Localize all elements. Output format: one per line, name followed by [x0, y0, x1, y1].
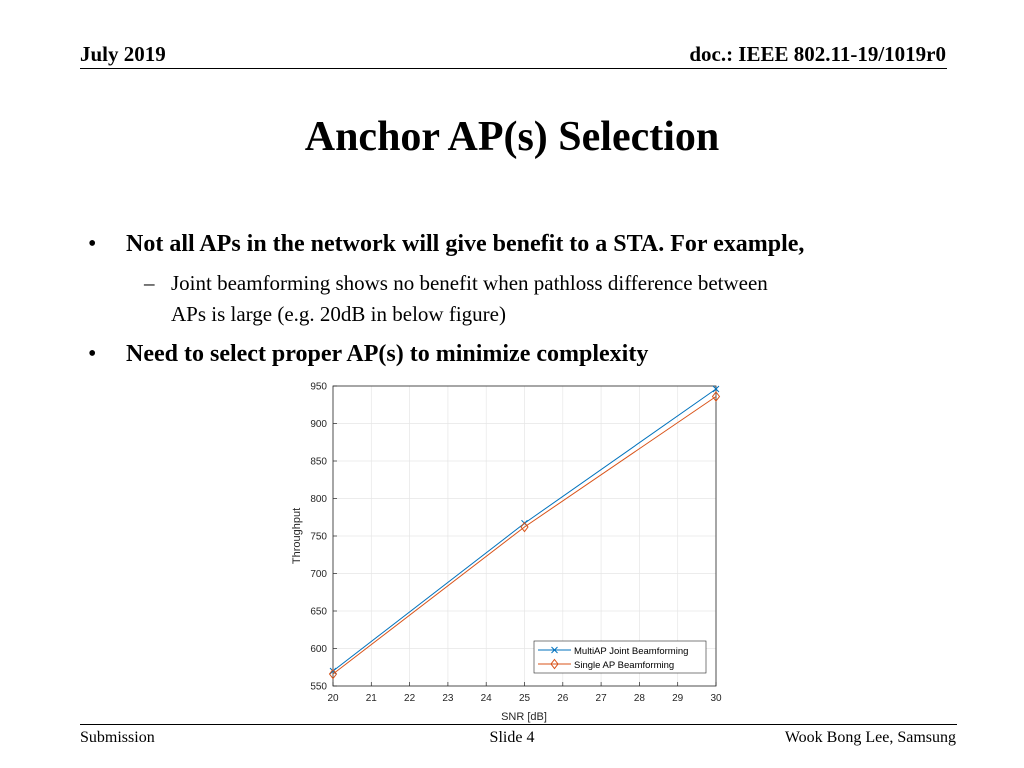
throughput-chart [285, 378, 725, 724]
y-tick-label: 600 [310, 644, 327, 655]
sub-bullet-1-line-1: Joint beamforming shows no benefit when pathloss difference between [171, 271, 768, 295]
x-tick-label: 20 [327, 693, 339, 704]
x-tick-label: 29 [672, 693, 684, 704]
bullet-2-text: Need to select proper AP(s) to minimize complexity [126, 341, 649, 367]
x-tick-label: 22 [404, 693, 416, 704]
bullet-1 [88, 231, 805, 258]
footer-slide-number: Slide 4 [489, 729, 535, 746]
footer-divider [80, 724, 957, 725]
footer-submission: Submission [80, 729, 155, 746]
y-tick-label: 950 [310, 381, 327, 393]
bullet-marker: • [88, 341, 97, 367]
chart-legend [534, 641, 706, 673]
sub-bullet-1 [144, 268, 768, 330]
x-tick-label: 26 [557, 693, 569, 704]
y-tick-label: 900 [310, 419, 327, 430]
x-tick-label: 27 [595, 693, 607, 704]
y-tick-label: 800 [310, 494, 327, 505]
header-date: July 2019 [80, 42, 166, 66]
bullet-1-text: Not all APs in the network will give benefit to a STA. For example, [126, 231, 805, 257]
sub-bullet-1-line-2: APs is large (e.g. 20dB in below figure) [171, 302, 506, 326]
header-doc-id: doc.: IEEE 802.11-19/1019r0 [689, 42, 946, 66]
x-tick-label: 24 [480, 693, 492, 704]
y-tick-label: 650 [310, 606, 327, 618]
y-tick-label: 550 [310, 681, 327, 693]
y-tick-label: 750 [310, 531, 327, 543]
y-tick-label: 850 [310, 456, 327, 468]
footer-author: Wook Bong Lee, Samsung [784, 729, 956, 746]
y-tick-label: 700 [310, 569, 327, 580]
header-divider [80, 68, 947, 69]
y-axis-label: Throughput [291, 507, 303, 565]
x-tick-label: 21 [365, 693, 377, 704]
x-tick-label: 23 [442, 693, 454, 704]
slide-title: Anchor AP(s) Selection [304, 114, 720, 160]
x-tick-label: 28 [633, 693, 645, 704]
x-axis-label: SNR [dB] [501, 711, 547, 723]
bullet-2 [88, 341, 649, 368]
sub-bullet-marker: – [144, 271, 155, 295]
x-tick-label: 25 [518, 693, 531, 704]
legend-label-multiap: MultiAP Joint Beamforming [574, 646, 689, 657]
legend-label-single-ap: Single AP Beamforming [574, 660, 675, 671]
bullet-marker: • [88, 231, 97, 257]
x-tick-label: 30 [710, 693, 722, 704]
